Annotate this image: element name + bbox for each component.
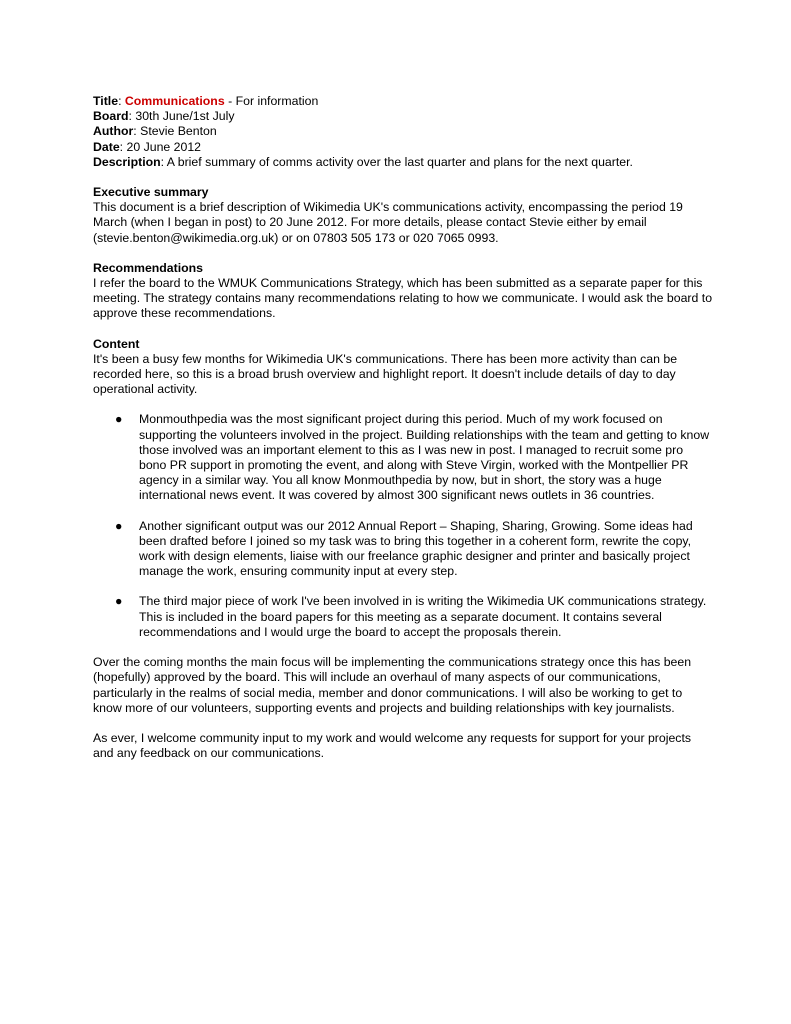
date-label: Date bbox=[93, 139, 120, 154]
document-metadata bbox=[93, 94, 713, 170]
bullet-text-monmouthpedia: Monmouthpedia was the most significant project during this period. Much of my work focused on supporting the volunteers involved in the project. Building relationships with the team and getting to know those involved was an important element to this as I was new in post. I managed to recruit some pro bono PR support in promoting the event, and along with Steve Virgin, worked with the Montpellier PR agency in a similar way. You all know Monmouthpedia by now, but in short, the story was a huge international news event. It was covered by almost 300 significant news outlets in 36 countries. bbox=[139, 412, 710, 503]
title-highlight: Communications bbox=[124, 94, 225, 108]
board-value: : 30th June/1st July bbox=[128, 109, 235, 124]
date-value: : 20 June 2012 bbox=[119, 139, 202, 154]
title-separator: : bbox=[118, 94, 125, 108]
bullet-icon: ● bbox=[115, 594, 123, 609]
executive-summary-section bbox=[93, 185, 713, 246]
list-item bbox=[93, 594, 713, 640]
bullet-icon: ● bbox=[115, 412, 123, 427]
bullet-icon: ● bbox=[115, 518, 123, 533]
date-line bbox=[93, 140, 713, 155]
board-label: Board bbox=[93, 109, 129, 124]
content-outlook: Over the coming months the main focus will be implementing the communications strategy once this has been (hopefully) approved by the board. This will include an overhaul of many aspects of our communications, particularly in the realms of social media, member and donor communications. I will also be working to get to know more of our volunteers, supporting events and projects and building relationships with key journalists. bbox=[93, 655, 692, 715]
author-value: : Stevie Benton bbox=[133, 124, 217, 139]
title-rest: - For information bbox=[224, 94, 319, 108]
executive-summary-heading: Executive summary bbox=[93, 185, 209, 200]
bullet-text-comms-strategy: The third major piece of work I've been involved in is writing the Wikimedia UK communications strategy. This is included in the board papers for this meeting as a separate document. It contains several recommendations and I would urge the board to accept the proposals therein. bbox=[139, 594, 707, 639]
title-label: Title bbox=[93, 94, 119, 108]
content-closing: As ever, I welcome community input to my work and would welcome any requests for support for your projects and any feedback on our communications. bbox=[93, 730, 692, 761]
description-label: Description bbox=[93, 154, 161, 169]
recommendations-body: I refer the board to the WMUK Communications Strategy, which has been submitted as a separate paper for this meeting. The strategy contains many recommendations relating to how we communicate. I would ask the board to approve these recommendations. bbox=[93, 276, 713, 321]
content-intro: It's been a busy few months for Wikimedia UK's communications. There has been more activity than can be recorded here, so this is a broad brush overview and highlight report. It doesn't include details of day to day operational activity. bbox=[93, 351, 678, 397]
description-value: : A brief summary of comms activity over the last quarter and plans for the next quarter. bbox=[160, 154, 633, 169]
bullet-text-annual-report: Another significant output was our 2012 Annual Report – Shaping, Sharing, Growing. Some ideas had been drafted before I joined so my task was to bring this together in a coherent form, rewrite the copy, work with design elements, liaise with our freelance graphic designer and printer and basically project manage the work, ensuring community input at every step. bbox=[139, 518, 693, 579]
executive-summary-body: This document is a brief description of Wikimedia UK's communications activity, encompassing the period 19 March (when I began in post) to 20 June 2012. For more details, please contact Stevie either by email (stevie.benton@wikimedia.org.uk) or on 07803 505 173 or 020 7065 0993. bbox=[93, 200, 683, 245]
content-heading: Content bbox=[93, 336, 140, 351]
content-section bbox=[93, 337, 713, 762]
description-line bbox=[93, 155, 713, 170]
recommendations-section bbox=[93, 261, 713, 322]
list-item bbox=[93, 519, 713, 580]
board-line bbox=[93, 109, 713, 124]
author-label: Author bbox=[93, 124, 134, 139]
author-line bbox=[93, 124, 713, 139]
document-page bbox=[93, 94, 713, 761]
content-bullet-list bbox=[93, 412, 713, 640]
title-line bbox=[93, 94, 713, 109]
recommendations-heading: Recommendations bbox=[93, 260, 204, 275]
list-item bbox=[93, 412, 713, 503]
